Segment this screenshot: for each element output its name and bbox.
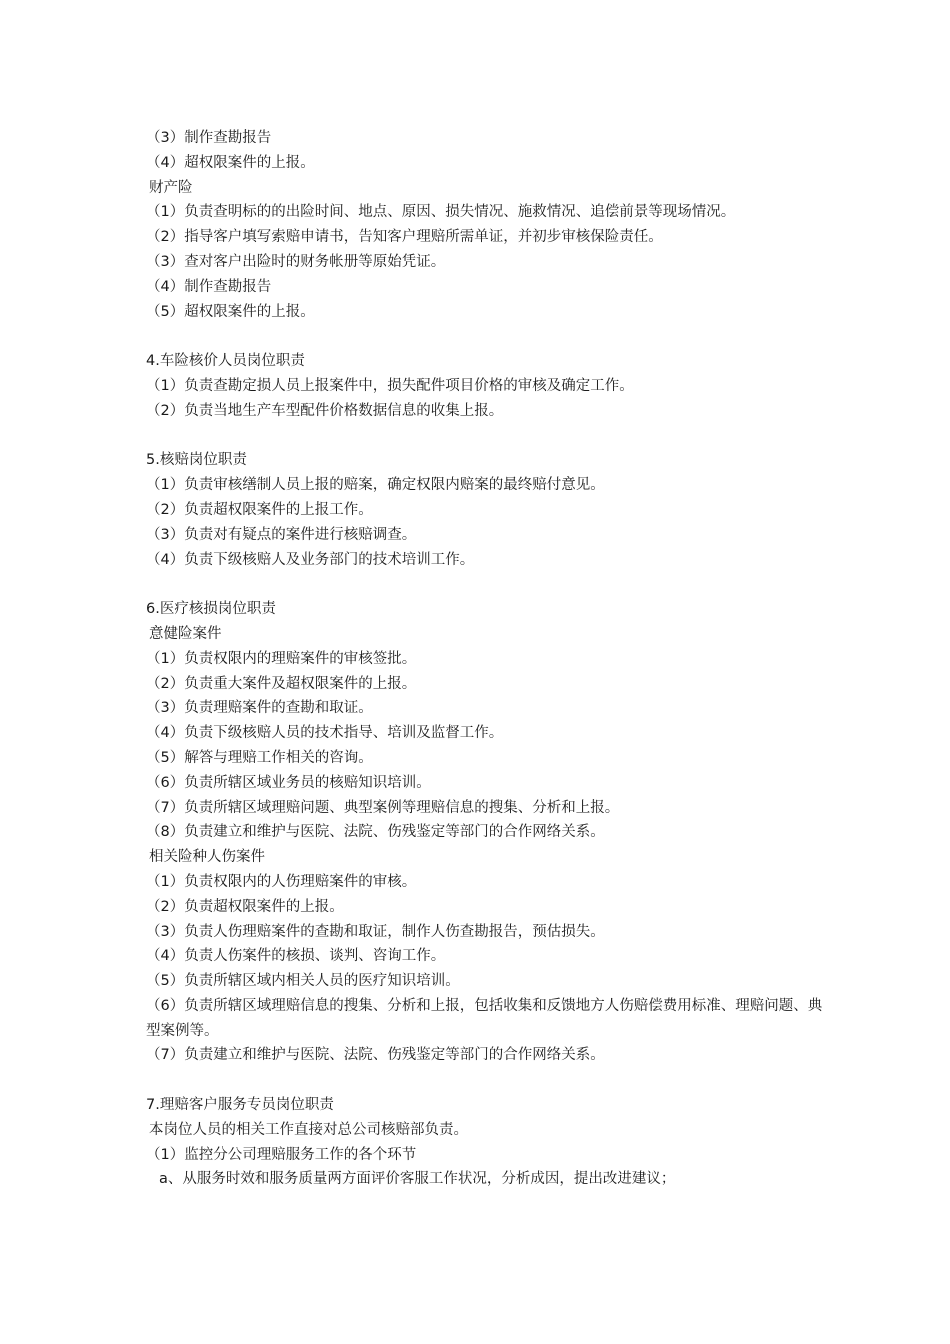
text-line: （2）负责超权限案件的上报。 <box>146 898 344 915</box>
text-line: （3）制作查勘报告 <box>146 130 272 146</box>
text-line: 本岗位人员的相关工作直接对总公司核赔部负责。 <box>149 1121 468 1138</box>
text-line: （3）查对客户出险时的财务帐册等原始凭证。 <box>146 253 446 270</box>
text-line: 4.车险核价人员岗位职责 <box>146 353 305 370</box>
text-line: （5）负责所辖区域内相关人员的医疗知识培训。 <box>146 973 460 990</box>
text-line: （6）负责所辖区域理赔信息的搜集、分析和上报，包括收集和反馈地方人伤赔偿费用标准、理赔问题、典型案例等。 <box>146 997 823 1039</box>
text-line: （6）负责所辖区域业务员的核赔知识培训。 <box>146 774 431 791</box>
paragraph-gap <box>146 324 826 349</box>
text-line: （4）负责下级核赔人员的技术指导、培训及监督工作。 <box>146 725 504 742</box>
text-line: （3）负责对有疑点的案件进行核赔调查。 <box>146 526 417 543</box>
text-line: （8）负责建立和维护与医院、法院、伤残鉴定等部门的合作网络关系。 <box>146 824 605 841</box>
text-line: 意健险案件 <box>149 625 222 642</box>
text-line: （3）负责人伤理赔案件的查勘和取证，制作人伤查勘报告，预估损失。 <box>146 923 605 940</box>
text-line: a、从服务时效和服务质量两方面评价客服工作状况，分析成因，提出改进建议； <box>159 1171 676 1188</box>
text-line: （2）指导客户填写索赔申请书，告知客户理赔所需单证，并初步审核保险责任。 <box>146 229 663 246</box>
text-line: 5.核赔岗位职责 <box>146 452 247 469</box>
text-line: （1）负责权限内的人伤理赔案件的审核。 <box>146 873 417 890</box>
text-line: （1）负责查勘定损人员上报案件中，损失配件项目价格的审核及确定工作。 <box>146 377 634 394</box>
text-line: （7）负责所辖区域理赔问题、典型案例等理赔信息的搜集、分析和上报。 <box>146 799 620 816</box>
document-body <box>146 126 826 1192</box>
text-line: （2）负责重大案件及超权限案件的上报。 <box>146 675 417 692</box>
text-line: （7）负责建立和维护与医院、法院、伤残鉴定等部门的合作网络关系。 <box>146 1047 605 1064</box>
text-line: （1）负责查明标的的出险时间、地点、原因、损失情况、施救情况、追偿前景等现场情况。 <box>146 204 736 221</box>
text-line: 6.医疗核损岗位职责 <box>146 601 276 618</box>
text-line: （4）超权限案件的上报。 <box>146 154 315 171</box>
text-line: （5）解答与理赔工作相关的咨询。 <box>146 749 373 766</box>
text-line: 财产险 <box>149 179 193 196</box>
text-line: （1）负责权限内的理赔案件的审核签批。 <box>146 650 417 667</box>
text-line: （1）负责审核缮制人员上报的赔案，确定权限内赔案的最终赔付意见。 <box>146 477 605 494</box>
paragraph-gap <box>146 1068 826 1093</box>
text-line: （2）负责当地生产车型配件价格数据信息的收集上报。 <box>146 402 504 419</box>
text-line: 7.理赔客户服务专员岗位职责 <box>146 1097 334 1114</box>
text-line: （4）负责下级核赔人及业务部门的技术培训工作。 <box>146 551 475 568</box>
text-line: （5）超权限案件的上报。 <box>146 303 315 320</box>
text-line: （2）负责超权限案件的上报工作。 <box>146 501 373 518</box>
paragraph-gap <box>146 424 826 449</box>
text-line: （4）负责人伤案件的核损、谈判、咨询工作。 <box>146 948 446 965</box>
paragraph-gap <box>146 572 826 597</box>
text-line: （4）制作查勘报告 <box>146 278 272 295</box>
text-line: （3）负责理赔案件的查勘和取证。 <box>146 700 373 717</box>
text-line: （1）监控分公司理赔服务工作的各个环节 <box>146 1146 417 1163</box>
text-line: 相关险种人伤案件 <box>149 849 265 866</box>
